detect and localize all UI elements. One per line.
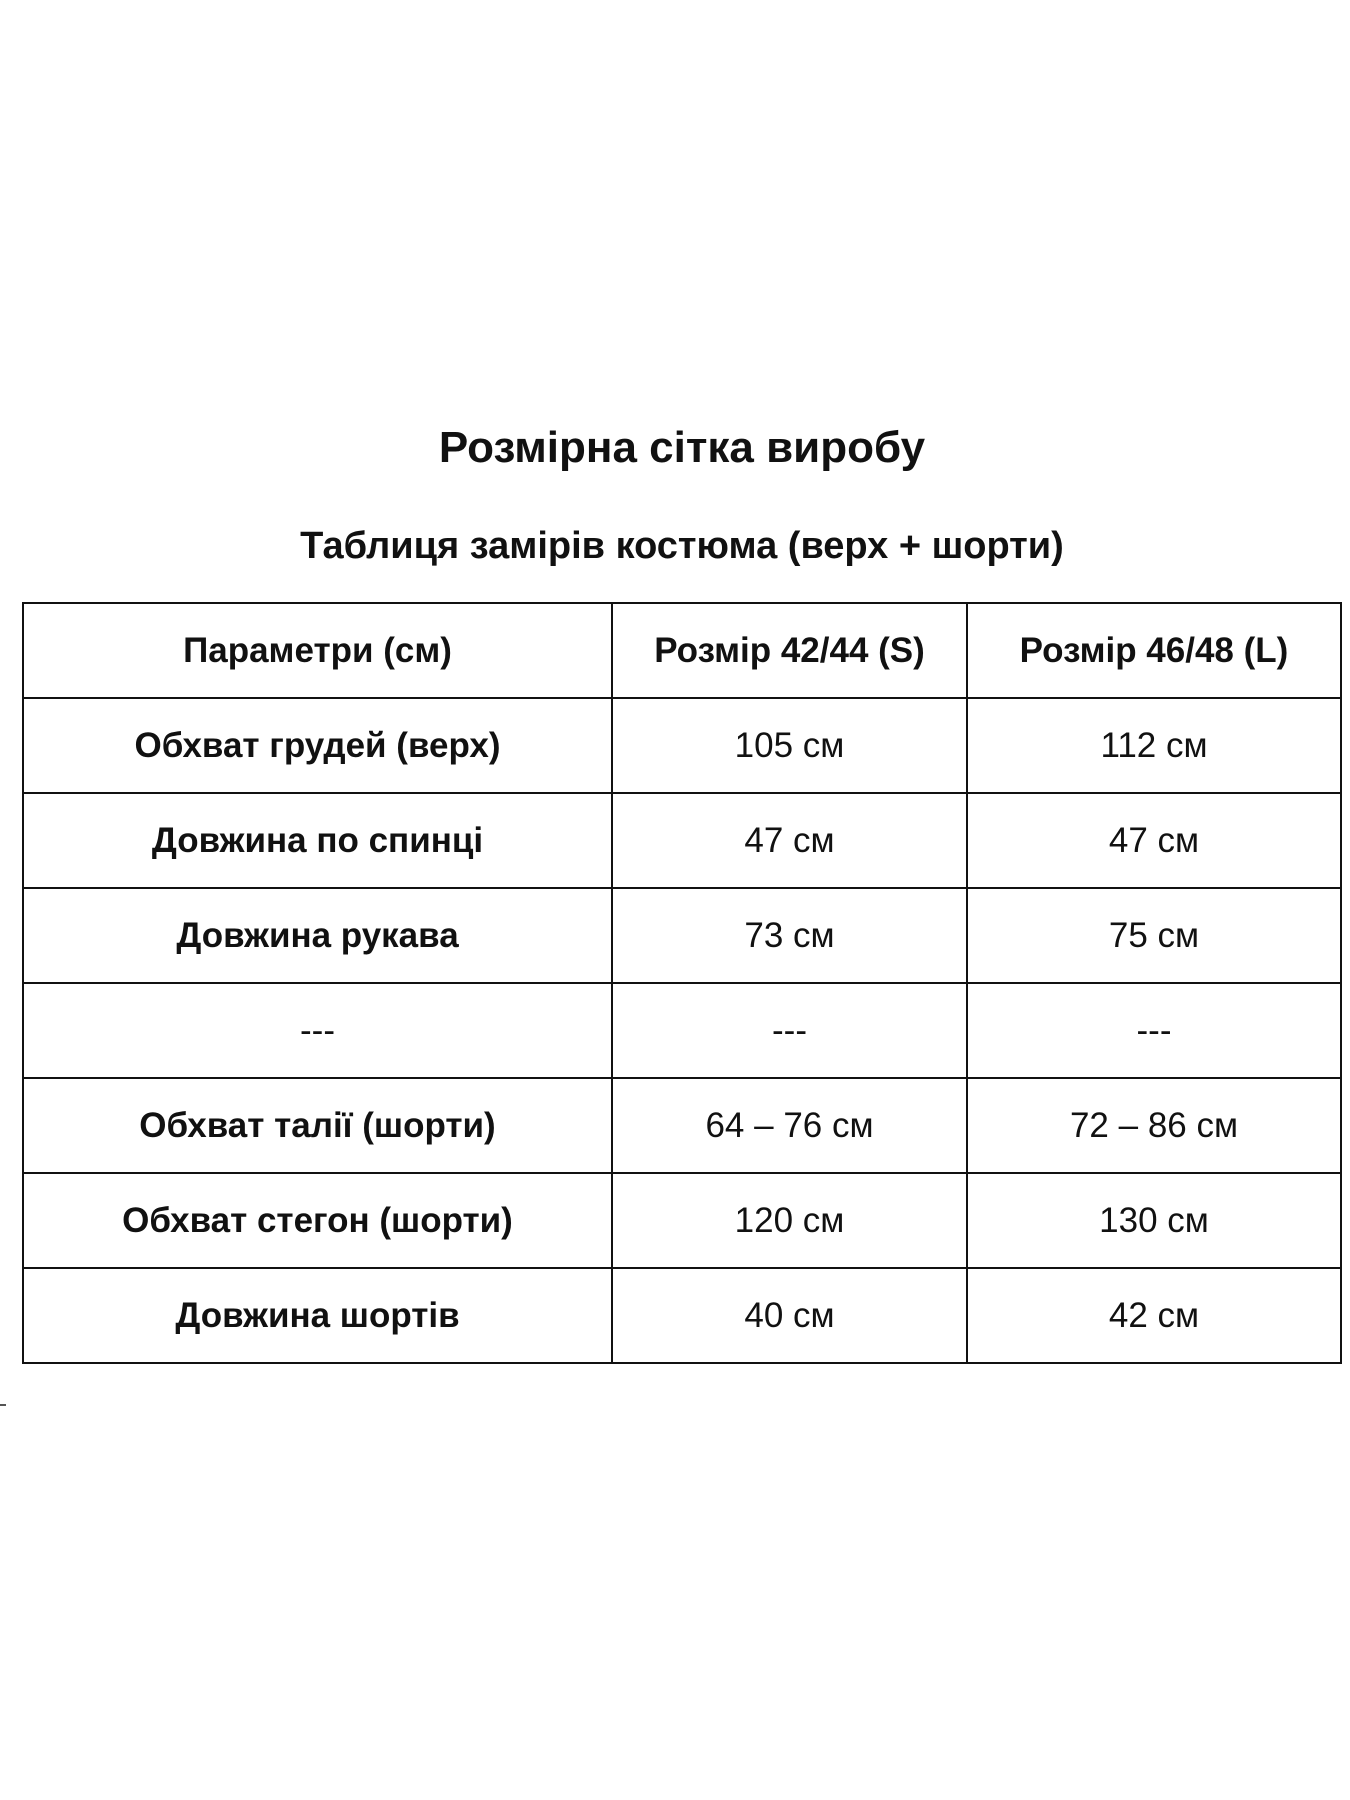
table-row [23,698,1341,793]
size-table [22,602,1342,1364]
row-value-l: 72 – 86 см [967,1078,1341,1173]
row-value-l: 75 см [967,888,1341,983]
table-row [23,1173,1341,1268]
header-size-l: Розмір 46/48 (L) [967,603,1341,698]
table-row [23,1268,1341,1363]
table-row [23,888,1341,983]
header-parameters: Параметри (см) [23,603,612,698]
row-value-s: 73 см [612,888,967,983]
row-parameter: Довжина по спинці [23,793,612,888]
row-value-l: 47 см [967,793,1341,888]
row-parameter: Довжина рукава [23,888,612,983]
table-row [23,793,1341,888]
row-value-s: 64 – 76 см [612,1078,967,1173]
row-value-l: 112 см [967,698,1341,793]
row-value-s: 120 см [612,1173,967,1268]
row-value-s: 40 см [612,1268,967,1363]
separator-cell: --- [23,983,612,1078]
row-value-l: 42 см [967,1268,1341,1363]
page-subtitle: Таблиця замірів костюма (верх + шорти) [300,525,1064,567]
row-parameter: Обхват стегон (шорти) [23,1173,612,1268]
row-parameter: Довжина шортів [23,1268,612,1363]
edge-mark [0,1404,6,1406]
page-title: Розмірна сітка виробу [438,423,926,472]
row-value-s: 47 см [612,793,967,888]
row-parameter: Обхват грудей (верх) [23,698,612,793]
table-row-separator [23,983,1341,1078]
row-parameter: Обхват талії (шорти) [23,1078,612,1173]
row-value-s: 105 см [612,698,967,793]
table-row [23,1078,1341,1173]
header-size-s: Розмір 42/44 (S) [612,603,967,698]
row-value-l: 130 см [967,1173,1341,1268]
separator-cell: --- [612,983,967,1078]
table-header-row [23,603,1341,698]
separator-cell: --- [967,983,1341,1078]
